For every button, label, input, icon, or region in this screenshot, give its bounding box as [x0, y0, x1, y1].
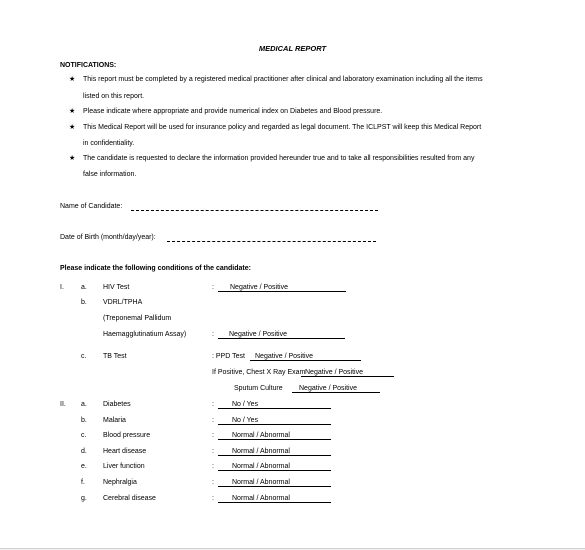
blood-pressure-field[interactable]: [218, 439, 331, 440]
item-letter: b.: [81, 417, 87, 424]
star-bullet-icon: ★: [69, 76, 76, 83]
colon: :: [212, 432, 214, 439]
item-letter: b.: [81, 299, 87, 306]
notification-line: listed on this report.: [83, 93, 145, 100]
colon: :: [212, 417, 214, 424]
notification-line: The candidate is requested to declare the information provided hereunder true and to take all responsibilities resulted from any: [83, 155, 475, 162]
hiv-test-value: Negative / Positive: [230, 284, 288, 291]
date-of-birth-field[interactable]: [167, 241, 376, 242]
hiv-test-label: HIV Test: [103, 284, 130, 291]
nephralgia-value: Normal / Abnormal: [232, 479, 290, 486]
malaria-field[interactable]: [218, 424, 331, 425]
cerebral-disease-label: Cerebral disease: [103, 495, 156, 502]
star-bullet-icon: ★: [69, 155, 76, 162]
notification-line: Please indicate where appropriate and provide numerical index on Diabetes and Blood pressure.: [83, 108, 383, 115]
date-of-birth-label: Date of Birth (month/day/year):: [60, 234, 156, 241]
item-letter: f.: [81, 479, 85, 486]
cerebral-disease-value: Normal / Abnormal: [232, 495, 290, 502]
notification-line: This Medical Report will be used for insurance policy and regarded as legal document. The ICLPST will keep this Medical Report: [83, 124, 482, 131]
item-letter: a.: [81, 401, 87, 408]
ppd-test-value: Negative / Positive: [255, 353, 313, 360]
heart-disease-field[interactable]: [218, 455, 331, 456]
diabetes-value: No / Yes: [232, 401, 259, 408]
item-letter: c.: [81, 432, 87, 439]
vdrl-tpha-label-line3: Haemagglutinatium Assay): [103, 331, 187, 338]
vdrl-tpha-field[interactable]: [218, 338, 345, 339]
blood-pressure-label: Blood pressure: [103, 432, 151, 439]
liver-function-value: Normal / Abnormal: [232, 463, 290, 470]
diabetes-field[interactable]: [218, 408, 331, 409]
colon: :: [212, 463, 214, 470]
item-letter: g.: [81, 495, 87, 502]
liver-function-field[interactable]: [218, 470, 331, 471]
cerebral-disease-field[interactable]: [218, 502, 331, 503]
section-roman-numeral: II.: [60, 401, 66, 408]
blood-pressure-value: Normal / Abnormal: [232, 432, 290, 439]
diabetes-label: Diabetes: [103, 401, 131, 408]
star-bullet-icon: ★: [69, 124, 76, 131]
name-of-candidate-field[interactable]: [131, 210, 378, 211]
chest-xray-field[interactable]: [301, 376, 394, 377]
sputum-culture-field[interactable]: [292, 392, 380, 393]
chest-xray-label: If Positive, Chest X Ray Exam: [212, 369, 306, 376]
notification-line: false information.: [83, 171, 137, 178]
nephralgia-label: Nephralgia: [103, 479, 137, 486]
document-title: MEDICAL REPORT: [258, 44, 327, 53]
liver-function-label: Liver function: [103, 463, 145, 470]
heart-disease-value: Normal / Abnormal: [232, 448, 290, 455]
heart-disease-label: Heart disease: [103, 448, 147, 455]
vdrl-tpha-value: Negative / Positive: [229, 331, 287, 338]
conditions-heading: Please indicate the following conditions of the candidate:: [60, 265, 251, 272]
star-bullet-icon: ★: [69, 108, 76, 115]
chest-xray-value: Negative / Positive: [305, 369, 363, 376]
notifications-heading: NOTIFICATIONS:: [60, 62, 117, 69]
notification-line: This report must be completed by a registered medical practitioner after clinical and laboratory examination including all the items: [83, 76, 483, 83]
tb-test-label: TB Test: [103, 353, 127, 360]
hiv-test-field[interactable]: [218, 291, 346, 292]
colon: :: [212, 495, 214, 502]
name-of-candidate-label: Name of Candidate:: [60, 203, 123, 210]
section-roman-numeral: I.: [60, 284, 64, 291]
colon: :: [212, 401, 214, 408]
malaria-label: Malaria: [103, 417, 126, 424]
item-letter: e.: [81, 463, 87, 470]
colon: :: [212, 331, 214, 338]
sputum-culture-label: Sputum Culture: [234, 385, 283, 392]
item-letter: d.: [81, 448, 87, 455]
notification-line: in confidentiality.: [83, 140, 135, 147]
malaria-value: No / Yes: [232, 417, 259, 424]
item-letter: a.: [81, 284, 87, 291]
item-letter: c.: [81, 353, 87, 360]
vdrl-tpha-label: VDRL/TPHA: [103, 299, 143, 306]
ppd-test-field[interactable]: [250, 360, 361, 361]
ppd-test-label: : PPD Test: [212, 353, 245, 360]
colon: :: [212, 284, 214, 291]
colon: :: [212, 479, 214, 486]
nephralgia-field[interactable]: [218, 486, 331, 487]
vdrl-tpha-label-line2: (Treponemal Pallidum: [103, 315, 172, 322]
sputum-culture-value: Negative / Positive: [299, 385, 357, 392]
colon: :: [212, 448, 214, 455]
